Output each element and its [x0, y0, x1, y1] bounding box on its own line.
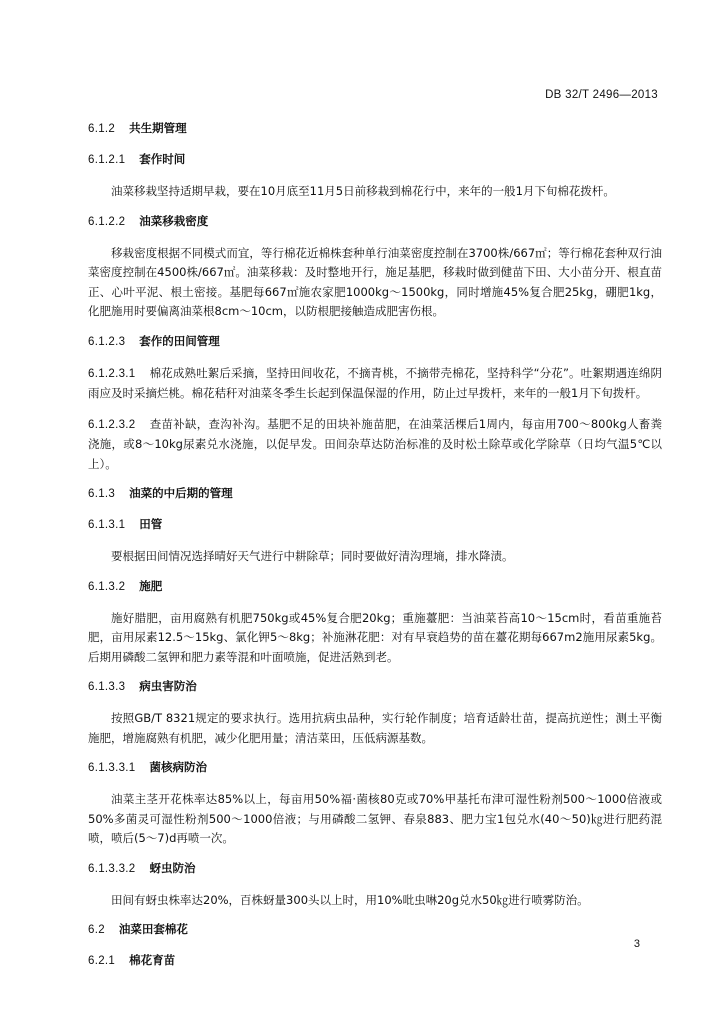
heading-6-1-2-2 — [88, 213, 662, 230]
page-number: 3 — [633, 938, 640, 950]
section-title: 施肥 — [139, 578, 163, 593]
section-title: 油菜田套棉花 — [118, 922, 188, 936]
section-title: 套作的田间管理 — [139, 333, 220, 348]
paragraph-6-1-2-3-2 — [88, 415, 662, 475]
heading-6-1-2-3 — [88, 333, 662, 350]
section-number: 6.1.3.1 — [88, 519, 126, 531]
paragraph-6-1-2-3-1 — [88, 364, 662, 404]
section-number: 6.1.3.3 — [88, 681, 126, 693]
section-title: 油菜移栽密度 — [139, 213, 209, 228]
heading-6-2 — [88, 921, 662, 938]
section-number: 6.1.3 — [88, 488, 116, 500]
section-title: 菌核病防治 — [149, 760, 207, 774]
paragraph-6-1-2-1: 油菜移栽坚持适期早栽，要在10月底至11月5日前移栽到棉花行中，来年的一般1月下旬棉花拨杆。 — [111, 184, 615, 198]
section-title: 病虫害防治 — [139, 679, 197, 693]
section-number: 6.1.3.2 — [88, 580, 126, 593]
heading-6-1-3-1 — [88, 516, 662, 533]
section-number: 6.1.3.3.1 — [88, 762, 136, 774]
section-number: 6.1.2.3 — [88, 335, 126, 348]
section-title: 共生期管理 — [129, 121, 187, 135]
paragraph-6-1-2-2: 移栽密度根据不同模式而宜，等行棉花近棉株套种单行油菜密度控制在3700株/667㎡；等行棉花套种双行油菜密度控制在4500株/667㎡。油菜移栽：及时整地开行，施足基肥，移栽时做到健苗下田、大小苗分开、根直苗正、心叶平泥、根土密接。基肥每667㎡施农家肥1000kg～1500kg，同时增施45%复合肥25kg，硼肥1kg，化肥施用时要偏离油菜根8cm～10cm，以防根肥接触造成肥害伤根。 — [88, 245, 662, 318]
section-number: 6.1.2.2 — [88, 215, 126, 228]
section-number: 6.2.1 — [88, 955, 116, 967]
heading-6-1-3 — [88, 485, 662, 502]
section-title: 蚜虫防治 — [149, 860, 196, 875]
section-number: 6.1.3.3.2 — [88, 862, 136, 875]
section-title: 田管 — [139, 517, 163, 531]
heading-6-2-1 — [88, 952, 662, 969]
paragraph-text: 查苗补缺，查沟补沟。基肥不足的田块补施苗肥，在油菜活棵后1周内，每亩用700～800kg人畜粪浇施，或8～10kg尿素兑水浇施，以促早发。田间杂草达防治标准的及时松土除草或化学除草（日均气温5℃以上）。 — [88, 416, 662, 471]
section-number: 6.2 — [88, 924, 105, 936]
section-number: 6.1.2.1 — [88, 154, 126, 166]
heading-6-1-3-2 — [88, 578, 662, 595]
paragraph-6-1-3-3-2: 田间有蚜虫株率达20%，百株蚜量300头以上时，用10%吡虫啉20g兑水50㎏进行喷雾防治。 — [111, 892, 589, 907]
section-title: 套作时间 — [139, 152, 186, 166]
document-body — [88, 120, 662, 983]
section-title: 棉花育苗 — [129, 953, 176, 967]
section-title: 油菜的中后期的管理 — [129, 486, 233, 500]
paragraph-6-1-3-1: 要根据田间情况选择晴好天气进行中耕除草；同时要做好清沟理墒，排水降渍。 — [111, 549, 514, 563]
section-number: 6.1.2.3.1 — [88, 367, 136, 380]
section-number: 6.1.2 — [88, 123, 116, 135]
heading-6-1-2 — [88, 120, 662, 137]
paragraph-6-1-3-2: 施好腊肥，亩用腐熟有机肥750kg或45%复合肥20kg；重施薹肥：当油菜苔高10～15cm时，看苗重施苔肥，亩用尿素12.5～15kg、氯化钾5～8kg；补施淋花肥：对有早衰趋势的苗在薹花期每667m2施用尿素5kg。后期用磷酸二氢钾和肥力素等混和叶面喷施，促进活熟到老。 — [88, 610, 662, 664]
heading-6-1-3-3-1 — [88, 759, 662, 776]
heading-6-1-3-3-2 — [88, 860, 662, 877]
section-number: 6.1.2.3.2 — [88, 418, 136, 431]
heading-6-1-3-3 — [88, 678, 662, 695]
paragraph-6-1-3-3: 按照GB/T 8321规定的要求执行。选用抗病虫品种，实行轮作制度；培育适龄壮苗，提高抗逆性；测土平衡施肥，增施腐熟有机肥，减少化肥用量；清洁菜田，压低病源基数。 — [88, 711, 662, 745]
paragraph-6-1-3-3-1: 油菜主茎开花株率达85%以上，每亩用50%福·菌核80克或70%甲基托布津可湿性粉剂500～1000倍液或50%多菌灵可湿性粉剂500～1000倍液；与用磷酸二氢钾、春泉883、肥力宝1包兑水(40～50)㎏进行肥药混喷，喷后(5～7)d再喷一次。 — [88, 792, 662, 845]
paragraph-text: 棉花成熟吐絮后采摘，坚持田间收花，不摘青桃，不摘带壳棉花，坚持科学“分花”。吐絮期遇连绵阴雨应及时采摘烂桃。棉花秸秆对油菜冬季生长起到保温保湿的作用，防止过早拨杆，来年的一般1月下旬拨杆。 — [88, 365, 662, 400]
heading-6-1-2-1 — [88, 151, 662, 168]
standard-number: DB 32/T 2496—2013 — [545, 89, 658, 101]
